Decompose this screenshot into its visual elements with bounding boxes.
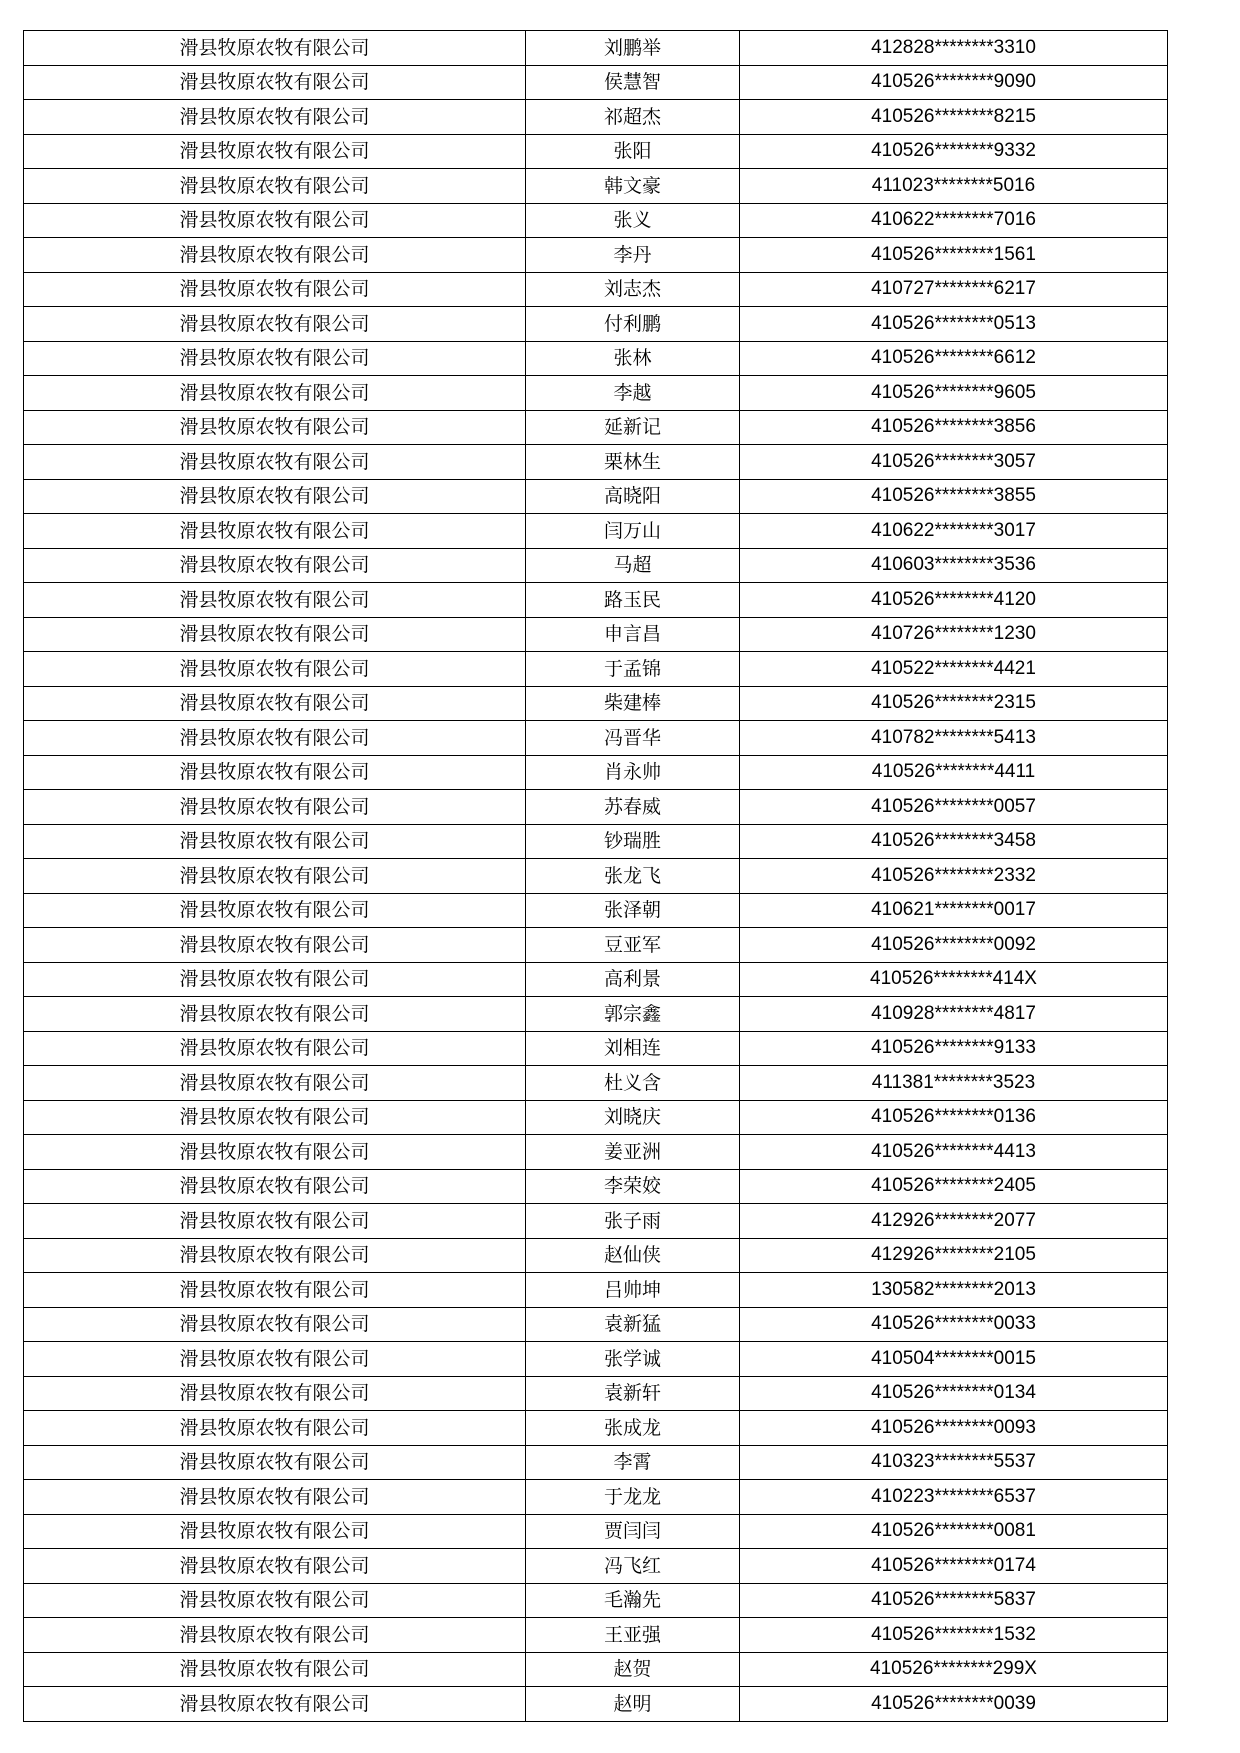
- id-number-cell: 410526********414X: [740, 962, 1168, 997]
- name-cell: 李丹: [526, 238, 740, 273]
- company-cell: 滑县牧原农牧有限公司: [24, 1238, 526, 1273]
- name-cell: 付利鹏: [526, 307, 740, 342]
- table-row: [24, 1273, 1168, 1308]
- name-cell: 吕帅坤: [526, 1273, 740, 1308]
- name-cell: 高晓阳: [526, 479, 740, 514]
- company-cell: 滑县牧原农牧有限公司: [24, 893, 526, 928]
- id-number-cell: 410526********6612: [740, 341, 1168, 376]
- table-row: [24, 824, 1168, 859]
- name-cell: 张成龙: [526, 1411, 740, 1446]
- name-cell: 李越: [526, 376, 740, 411]
- table-row: [24, 134, 1168, 169]
- id-number-cell: 410504********0015: [740, 1342, 1168, 1377]
- company-cell: 滑县牧原农牧有限公司: [24, 1066, 526, 1101]
- table-row: [24, 686, 1168, 721]
- table-row: [24, 583, 1168, 618]
- name-cell: 冯晋华: [526, 721, 740, 756]
- name-cell: 杜义含: [526, 1066, 740, 1101]
- table-row: [24, 1514, 1168, 1549]
- name-cell: 高利景: [526, 962, 740, 997]
- id-number-cell: 410526********4413: [740, 1135, 1168, 1170]
- name-cell: 申言昌: [526, 617, 740, 652]
- name-cell: 刘晓庆: [526, 1100, 740, 1135]
- company-cell: 滑县牧原农牧有限公司: [24, 1307, 526, 1342]
- name-cell: 苏春威: [526, 790, 740, 825]
- id-number-cell: 410726********1230: [740, 617, 1168, 652]
- table-row: [24, 1238, 1168, 1273]
- id-number-cell: 411023********5016: [740, 169, 1168, 204]
- id-number-cell: 410526********4411: [740, 755, 1168, 790]
- company-cell: 滑县牧原农牧有限公司: [24, 341, 526, 376]
- table-row: [24, 1066, 1168, 1101]
- name-cell: 钞瑞胜: [526, 824, 740, 859]
- company-cell: 滑县牧原农牧有限公司: [24, 1204, 526, 1239]
- name-cell: 袁新猛: [526, 1307, 740, 1342]
- company-cell: 滑县牧原农牧有限公司: [24, 1273, 526, 1308]
- name-cell: 韩文豪: [526, 169, 740, 204]
- name-cell: 冯飞红: [526, 1549, 740, 1584]
- id-number-cell: 410526********0513: [740, 307, 1168, 342]
- table-row: [24, 65, 1168, 100]
- name-cell: 李荣姣: [526, 1169, 740, 1204]
- name-cell: 姜亚洲: [526, 1135, 740, 1170]
- name-cell: 郭宗鑫: [526, 997, 740, 1032]
- name-cell: 延新记: [526, 410, 740, 445]
- name-cell: 刘鹏举: [526, 31, 740, 66]
- name-cell: 祁超杰: [526, 100, 740, 135]
- id-number-cell: 410526********1532: [740, 1618, 1168, 1653]
- table-row: [24, 652, 1168, 687]
- name-cell: 于龙龙: [526, 1480, 740, 1515]
- id-number-cell: 410526********2332: [740, 859, 1168, 894]
- id-number-cell: 410526********0093: [740, 1411, 1168, 1446]
- company-cell: 滑县牧原农牧有限公司: [24, 1652, 526, 1687]
- company-cell: 滑县牧原农牧有限公司: [24, 583, 526, 618]
- company-cell: 滑县牧原农牧有限公司: [24, 169, 526, 204]
- table-row: [24, 1549, 1168, 1584]
- company-cell: 滑县牧原农牧有限公司: [24, 1100, 526, 1135]
- name-cell: 张学诚: [526, 1342, 740, 1377]
- company-cell: 滑县牧原农牧有限公司: [24, 1618, 526, 1653]
- name-cell: 马超: [526, 548, 740, 583]
- table-row: [24, 410, 1168, 445]
- company-cell: 滑县牧原农牧有限公司: [24, 962, 526, 997]
- company-cell: 滑县牧原农牧有限公司: [24, 272, 526, 307]
- name-cell: 毛瀚先: [526, 1583, 740, 1618]
- id-number-cell: 410526********9090: [740, 65, 1168, 100]
- table-row: [24, 203, 1168, 238]
- id-number-cell: 410526********3458: [740, 824, 1168, 859]
- name-cell: 肖永帅: [526, 755, 740, 790]
- id-number-cell: 410526********0033: [740, 1307, 1168, 1342]
- name-cell: 袁新轩: [526, 1376, 740, 1411]
- table-row: [24, 1204, 1168, 1239]
- id-number-cell: 410526********9133: [740, 1031, 1168, 1066]
- id-number-cell: 410526********1561: [740, 238, 1168, 273]
- table-row: [24, 479, 1168, 514]
- table-row: [24, 1687, 1168, 1722]
- company-cell: 滑县牧原农牧有限公司: [24, 790, 526, 825]
- name-cell: 于孟锦: [526, 652, 740, 687]
- company-cell: 滑县牧原农牧有限公司: [24, 1376, 526, 1411]
- table-row: [24, 548, 1168, 583]
- company-cell: 滑县牧原农牧有限公司: [24, 1549, 526, 1584]
- company-cell: 滑县牧原农牧有限公司: [24, 1342, 526, 1377]
- id-number-cell: 410526********4120: [740, 583, 1168, 618]
- company-cell: 滑县牧原农牧有限公司: [24, 376, 526, 411]
- name-cell: 张林: [526, 341, 740, 376]
- company-cell: 滑县牧原农牧有限公司: [24, 445, 526, 480]
- company-cell: 滑县牧原农牧有限公司: [24, 1169, 526, 1204]
- id-number-cell: 410526********8215: [740, 100, 1168, 135]
- name-cell: 王亚强: [526, 1618, 740, 1653]
- id-number-cell: 410526********9332: [740, 134, 1168, 169]
- id-number-cell: 410928********4817: [740, 997, 1168, 1032]
- table-row: [24, 100, 1168, 135]
- name-cell: 闫万山: [526, 514, 740, 549]
- company-cell: 滑县牧原农牧有限公司: [24, 617, 526, 652]
- id-number-cell: 410526********3856: [740, 410, 1168, 445]
- id-number-cell: 410526********0057: [740, 790, 1168, 825]
- company-cell: 滑县牧原农牧有限公司: [24, 1687, 526, 1722]
- name-cell: 赵仙侠: [526, 1238, 740, 1273]
- name-cell: 侯慧智: [526, 65, 740, 100]
- name-cell: 张义: [526, 203, 740, 238]
- id-number-cell: 412828********3310: [740, 31, 1168, 66]
- table-row: [24, 1342, 1168, 1377]
- company-cell: 滑县牧原农牧有限公司: [24, 652, 526, 687]
- name-cell: 路玉民: [526, 583, 740, 618]
- table-row: [24, 1307, 1168, 1342]
- table-row: [24, 238, 1168, 273]
- table-row: [24, 514, 1168, 549]
- company-cell: 滑县牧原农牧有限公司: [24, 203, 526, 238]
- id-number-cell: 410526********0174: [740, 1549, 1168, 1584]
- table-row: [24, 1480, 1168, 1515]
- table-row: [24, 893, 1168, 928]
- name-cell: 豆亚军: [526, 928, 740, 963]
- company-cell: 滑县牧原农牧有限公司: [24, 1135, 526, 1170]
- company-cell: 滑县牧原农牧有限公司: [24, 548, 526, 583]
- table-row: [24, 859, 1168, 894]
- id-number-cell: 410603********3536: [740, 548, 1168, 583]
- id-number-cell: 410526********3855: [740, 479, 1168, 514]
- id-number-cell: 410622********3017: [740, 514, 1168, 549]
- table-row: [24, 445, 1168, 480]
- id-number-cell: 410526********5837: [740, 1583, 1168, 1618]
- table-row: [24, 928, 1168, 963]
- company-cell: 滑县牧原农牧有限公司: [24, 1031, 526, 1066]
- name-cell: 张龙飞: [526, 859, 740, 894]
- company-cell: 滑县牧原农牧有限公司: [24, 721, 526, 756]
- table-row: [24, 790, 1168, 825]
- table-row: [24, 1445, 1168, 1480]
- company-cell: 滑县牧原农牧有限公司: [24, 997, 526, 1032]
- roster-sheet: [23, 30, 1164, 1722]
- table-row: [24, 31, 1168, 66]
- company-cell: 滑县牧原农牧有限公司: [24, 824, 526, 859]
- table-row: [24, 721, 1168, 756]
- table-row: [24, 1583, 1168, 1618]
- id-number-cell: 410727********6217: [740, 272, 1168, 307]
- name-cell: 刘相连: [526, 1031, 740, 1066]
- table-row: [24, 1031, 1168, 1066]
- id-number-cell: 410526********0081: [740, 1514, 1168, 1549]
- company-cell: 滑县牧原农牧有限公司: [24, 65, 526, 100]
- id-number-cell: 410526********0092: [740, 928, 1168, 963]
- id-number-cell: 410526********2405: [740, 1169, 1168, 1204]
- id-number-cell: 410622********7016: [740, 203, 1168, 238]
- name-cell: 柴建棒: [526, 686, 740, 721]
- name-cell: 张子雨: [526, 1204, 740, 1239]
- company-cell: 滑县牧原农牧有限公司: [24, 928, 526, 963]
- name-cell: 赵明: [526, 1687, 740, 1722]
- id-number-cell: 412926********2077: [740, 1204, 1168, 1239]
- table-row: [24, 997, 1168, 1032]
- table-row: [24, 307, 1168, 342]
- company-cell: 滑县牧原农牧有限公司: [24, 307, 526, 342]
- table-row: [24, 272, 1168, 307]
- name-cell: 张泽朝: [526, 893, 740, 928]
- table-row: [24, 169, 1168, 204]
- company-cell: 滑县牧原农牧有限公司: [24, 410, 526, 445]
- table-row: [24, 755, 1168, 790]
- name-cell: 贾闫闫: [526, 1514, 740, 1549]
- id-number-cell: 410526********0039: [740, 1687, 1168, 1722]
- company-cell: 滑县牧原农牧有限公司: [24, 100, 526, 135]
- id-number-cell: 410526********0134: [740, 1376, 1168, 1411]
- company-cell: 滑县牧原农牧有限公司: [24, 1514, 526, 1549]
- id-number-cell: 410526********3057: [740, 445, 1168, 480]
- company-cell: 滑县牧原农牧有限公司: [24, 479, 526, 514]
- id-number-cell: 410526********9605: [740, 376, 1168, 411]
- company-cell: 滑县牧原农牧有限公司: [24, 1583, 526, 1618]
- table-row: [24, 376, 1168, 411]
- company-cell: 滑县牧原农牧有限公司: [24, 134, 526, 169]
- id-number-cell: 410621********0017: [740, 893, 1168, 928]
- table-row: [24, 617, 1168, 652]
- name-cell: 刘志杰: [526, 272, 740, 307]
- table-row: [24, 1376, 1168, 1411]
- id-number-cell: 410323********5537: [740, 1445, 1168, 1480]
- roster-table: [23, 30, 1168, 1722]
- name-cell: 李霄: [526, 1445, 740, 1480]
- company-cell: 滑县牧原农牧有限公司: [24, 686, 526, 721]
- company-cell: 滑县牧原农牧有限公司: [24, 859, 526, 894]
- company-cell: 滑县牧原农牧有限公司: [24, 1411, 526, 1446]
- id-number-cell: 410782********5413: [740, 721, 1168, 756]
- table-row: [24, 1169, 1168, 1204]
- company-cell: 滑县牧原农牧有限公司: [24, 1480, 526, 1515]
- id-number-cell: 412926********2105: [740, 1238, 1168, 1273]
- table-row: [24, 1100, 1168, 1135]
- table-row: [24, 1618, 1168, 1653]
- table-row: [24, 962, 1168, 997]
- table-row: [24, 1652, 1168, 1687]
- id-number-cell: 411381********3523: [740, 1066, 1168, 1101]
- company-cell: 滑县牧原农牧有限公司: [24, 755, 526, 790]
- table-row: [24, 341, 1168, 376]
- name-cell: 张阳: [526, 134, 740, 169]
- company-cell: 滑县牧原农牧有限公司: [24, 238, 526, 273]
- id-number-cell: 410522********4421: [740, 652, 1168, 687]
- name-cell: 赵贺: [526, 1652, 740, 1687]
- id-number-cell: 410223********6537: [740, 1480, 1168, 1515]
- company-cell: 滑县牧原农牧有限公司: [24, 514, 526, 549]
- company-cell: 滑县牧原农牧有限公司: [24, 1445, 526, 1480]
- id-number-cell: 410526********299X: [740, 1652, 1168, 1687]
- id-number-cell: 410526********2315: [740, 686, 1168, 721]
- id-number-cell: 410526********0136: [740, 1100, 1168, 1135]
- name-cell: 栗林生: [526, 445, 740, 480]
- roster-table-body: [24, 31, 1168, 1722]
- company-cell: 滑县牧原农牧有限公司: [24, 31, 526, 66]
- table-row: [24, 1411, 1168, 1446]
- table-row: [24, 1135, 1168, 1170]
- id-number-cell: 130582********2013: [740, 1273, 1168, 1308]
